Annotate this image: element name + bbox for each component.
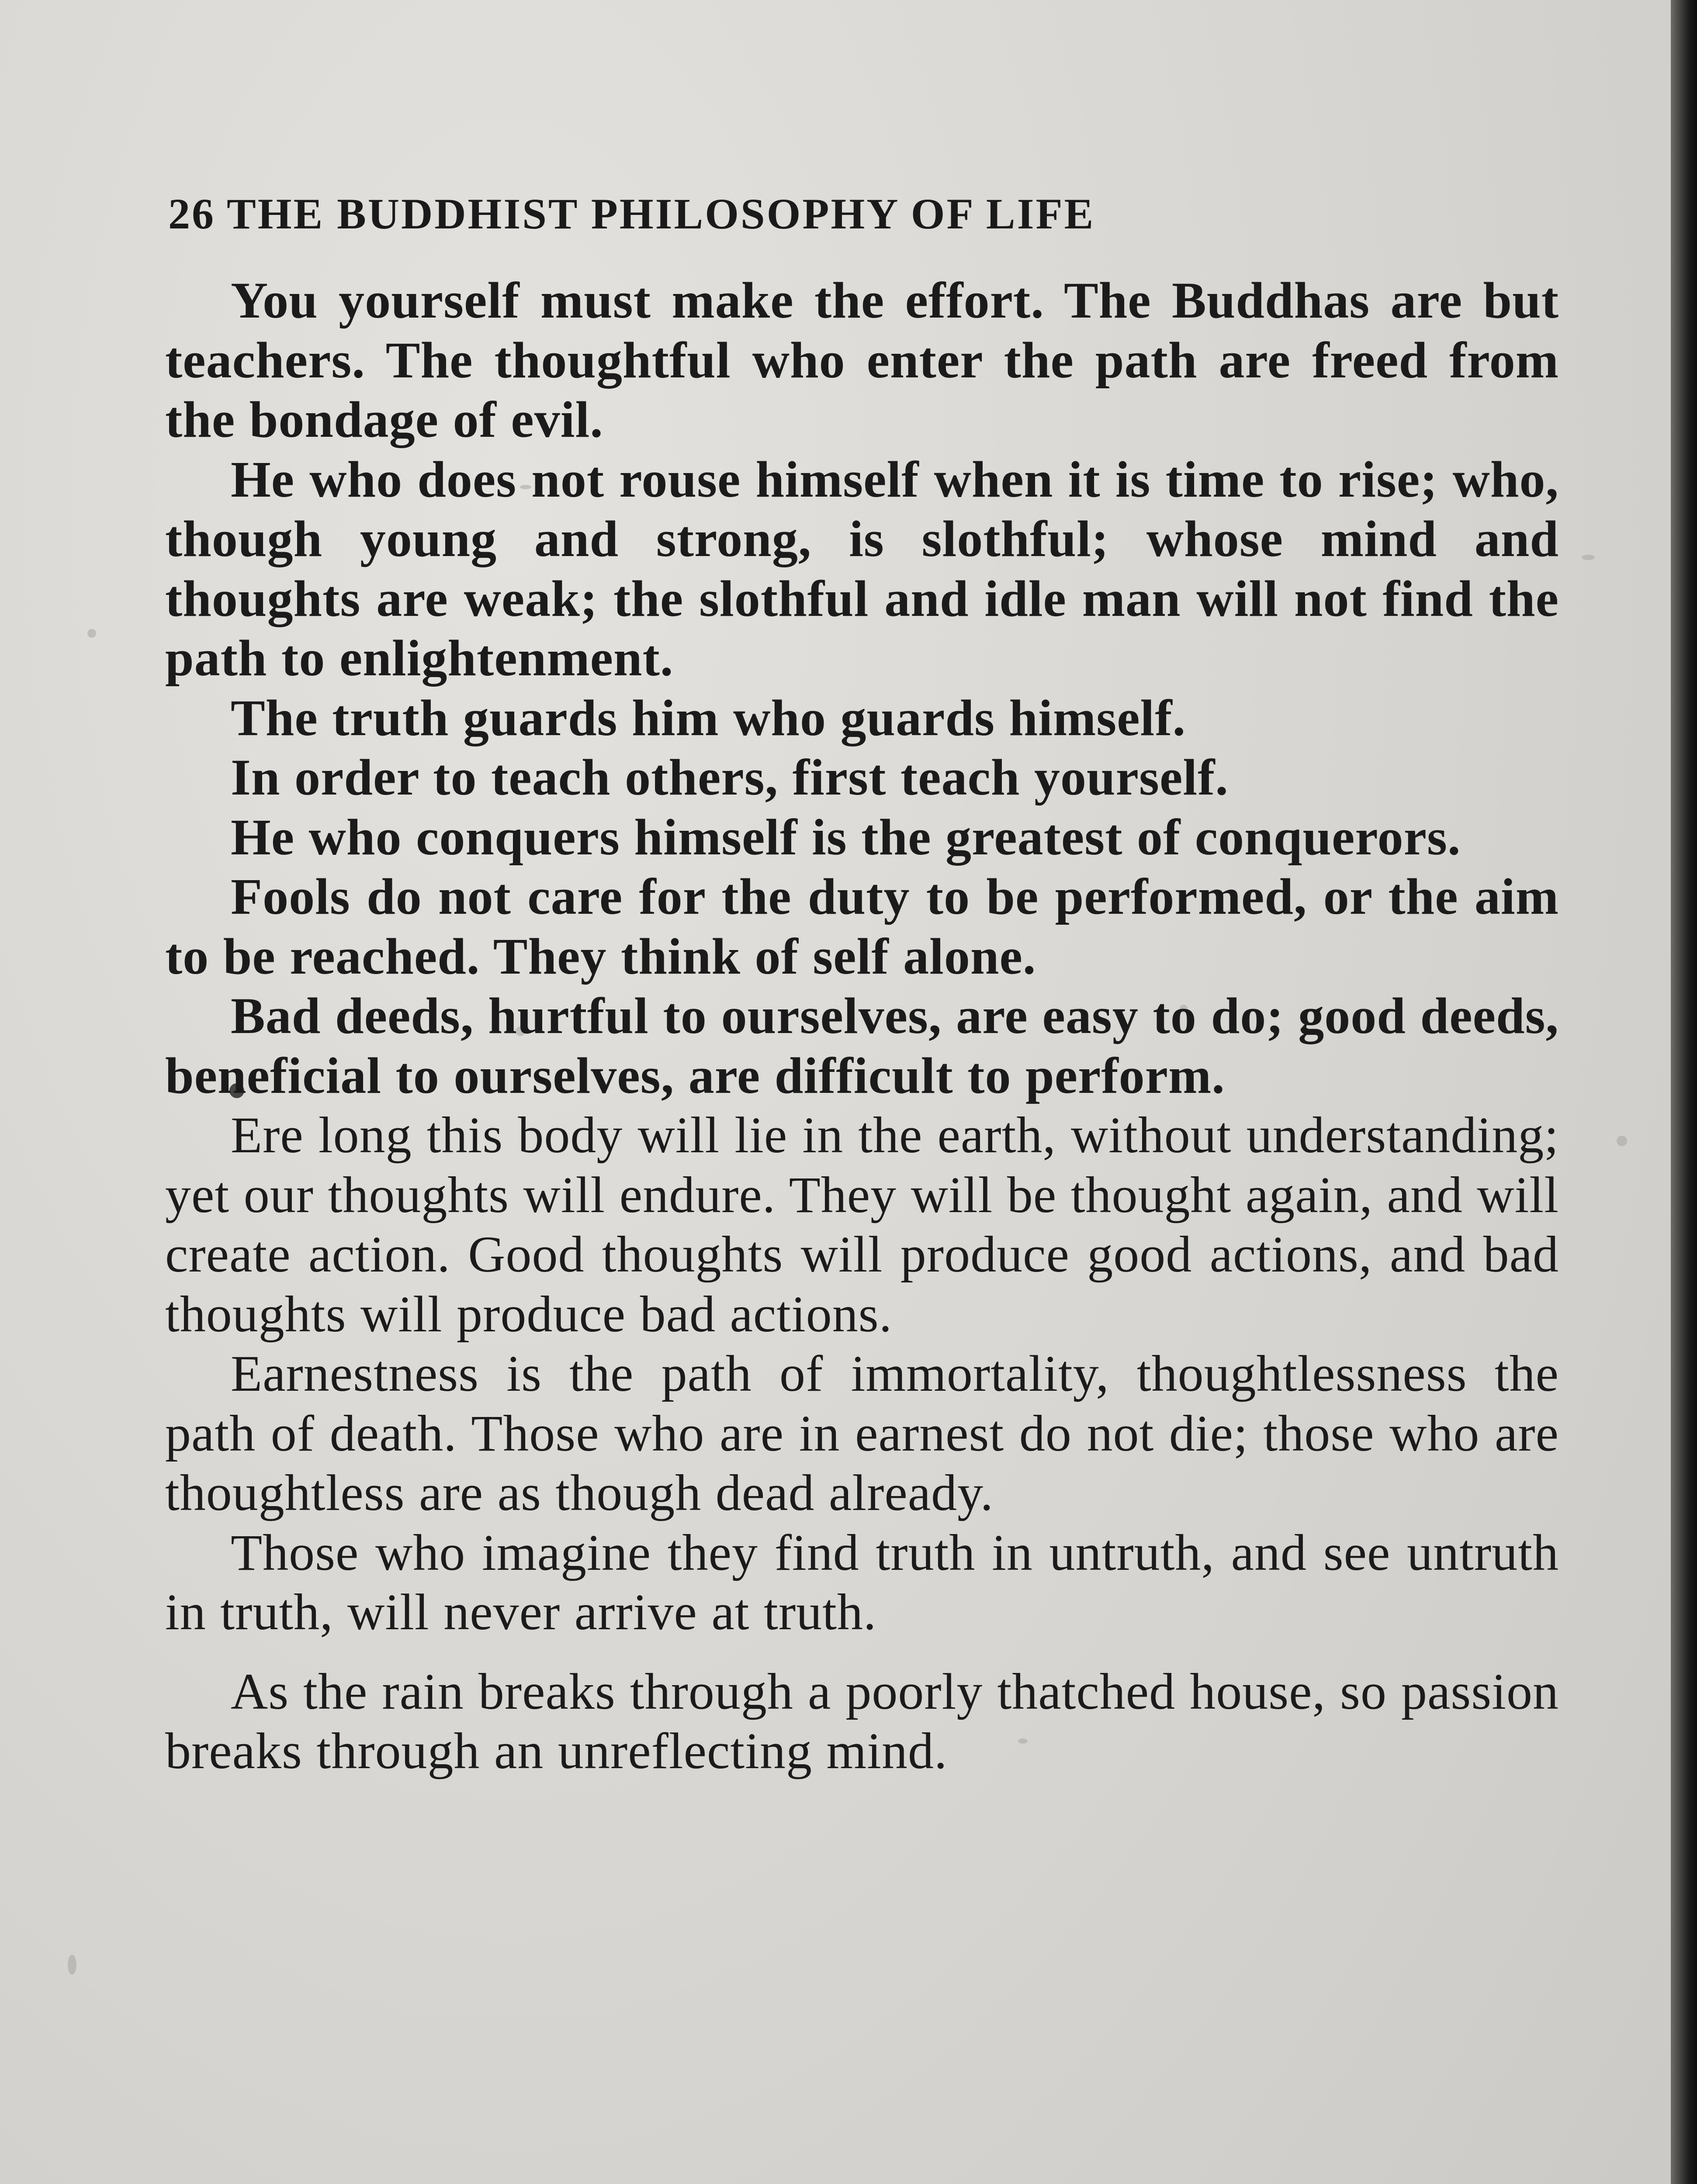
book-title: THE BUDDHIST PHILOSOPHY OF LIFE bbox=[227, 190, 1095, 238]
paragraph-rain-passion: As the rain breaks through a poorly thatched house, so passion breaks through an unreflecting mind. bbox=[165, 1662, 1559, 1780]
paragraph-bad-deeds: Bad deeds, hurtful to ourselves, are easy to do; good deeds, beneficial to ourselves, are difficult to perform. bbox=[165, 987, 1559, 1104]
paragraph-untruth: Those who imagine they find truth in untruth, and see untruth in truth, will never arrive at truth. bbox=[165, 1524, 1559, 1641]
paper-speck bbox=[68, 1955, 76, 1975]
binding-edge bbox=[1671, 0, 1697, 2184]
paragraph-truth-guards: The truth guards him who guards himself. bbox=[231, 689, 1186, 746]
body-text bbox=[165, 271, 1559, 1781]
paragraph-thoughts-endure: Ere long this body will lie in the earth, without understanding; yet our thoughts will endure. They will be thought again, and will create action. Good thoughts will produce good actions, and bad thoughts will produce bad actions. bbox=[165, 1106, 1559, 1343]
running-head bbox=[168, 183, 1483, 245]
paragraph-teach-yourself: In order to teach others, first teach yourself. bbox=[231, 749, 1229, 806]
paragraph-slothful: He who does not rouse himself when it is time to rise; who, though young and strong, is slothful; whose mind and thoughts are weak; the slothful and idle man will not find the path to enlightenment. bbox=[165, 450, 1559, 687]
paragraph-conquers-himself: He who conquers himself is the greatest of conquerors. bbox=[231, 808, 1461, 866]
paper-speck bbox=[1582, 555, 1595, 560]
paragraph-earnestness: Earnestness is the path of immortality, thoughtlessness the path of death. Those who are in earnest do not die; those who are thoughtless are as though dead already. bbox=[165, 1345, 1559, 1521]
paragraph-fools: Fools do not care for the duty to be performed, or the aim to be reached. They think of self alone. bbox=[165, 868, 1559, 985]
page-number: 26 bbox=[168, 190, 215, 238]
paragraph-effort: You yourself must make the effort. The Buddhas are but teachers. The thoughtful who enter the path are freed from the bondage of evil. bbox=[165, 272, 1559, 448]
paper-speck bbox=[1617, 1136, 1627, 1146]
paper-speck bbox=[87, 629, 96, 638]
